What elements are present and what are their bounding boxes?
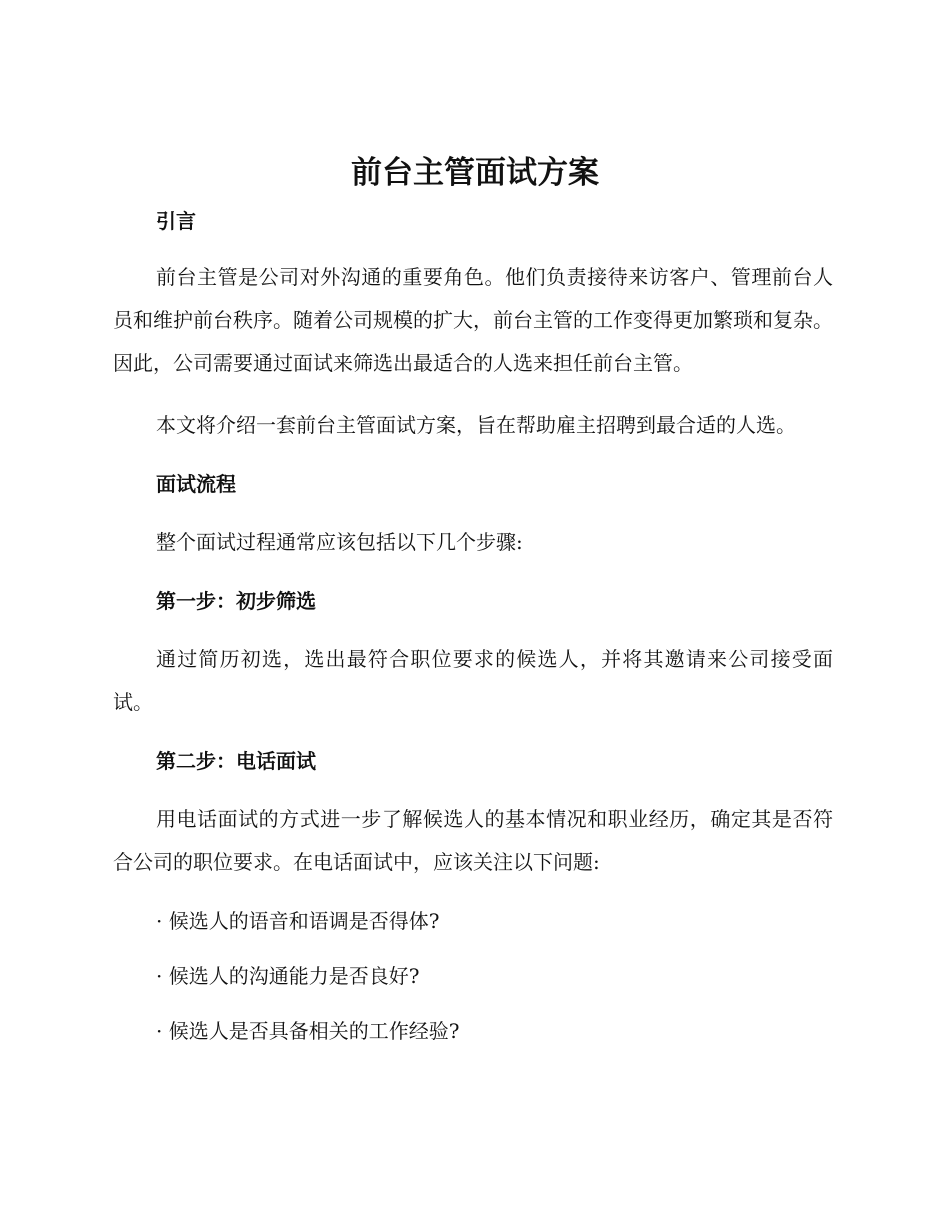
document-title: 前台主管面试方案 — [351, 155, 599, 191]
bullet-item: · 候选人的语音和语调是否得体? — [156, 909, 440, 933]
spacer — [113, 564, 833, 583]
spacer — [113, 619, 833, 638]
spacer — [113, 724, 833, 743]
spacer — [113, 884, 833, 903]
section-heading-step1: 第一步：初步筛选 — [156, 589, 316, 613]
spacer — [113, 502, 833, 521]
paragraph-step1: 通过简历初选，选出最符合职位要求的候选人，并将其邀请来公司接受面试。 — [113, 647, 833, 714]
section-heading-intro: 引言 — [156, 209, 196, 233]
paragraph-intro-2: 本文将介绍一套前台主管面试方案，旨在帮助雇主招聘到最合适的人选。 — [156, 413, 796, 437]
bullet-item: · 候选人是否具备相关的工作经验? — [156, 1019, 460, 1043]
spacer — [113, 239, 833, 256]
paragraph-process: 整个面试过程通常应该包括以下几个步骤: — [156, 530, 523, 554]
spacer — [113, 994, 833, 1013]
paragraph-intro-1: 前台主管是公司对外沟通的重要角色。他们负责接待来访客户、管理前台人员和维护前台秩序。随着公司规模的扩大，前台主管的工作变得更加繁琐和复杂。因此，公司需要通过面试来筛选出最适合的人选来担任前台主管。 — [113, 265, 833, 375]
bullet-item: · 候选人的沟通能力是否良好? — [156, 964, 420, 988]
spacer — [113, 447, 833, 466]
section-heading-step2: 第二步：电话面试 — [156, 749, 316, 773]
paragraph-step2: 用电话面试的方式进一步了解候选人的基本情况和职业经历，确定其是否符合公司的职位要求。在电话面试中，应该关注以下问题: — [113, 807, 833, 874]
spacer — [113, 939, 833, 958]
document-body — [113, 203, 833, 1049]
section-heading-process: 面试流程 — [156, 472, 236, 496]
spacer — [113, 779, 833, 798]
spacer — [113, 385, 833, 404]
